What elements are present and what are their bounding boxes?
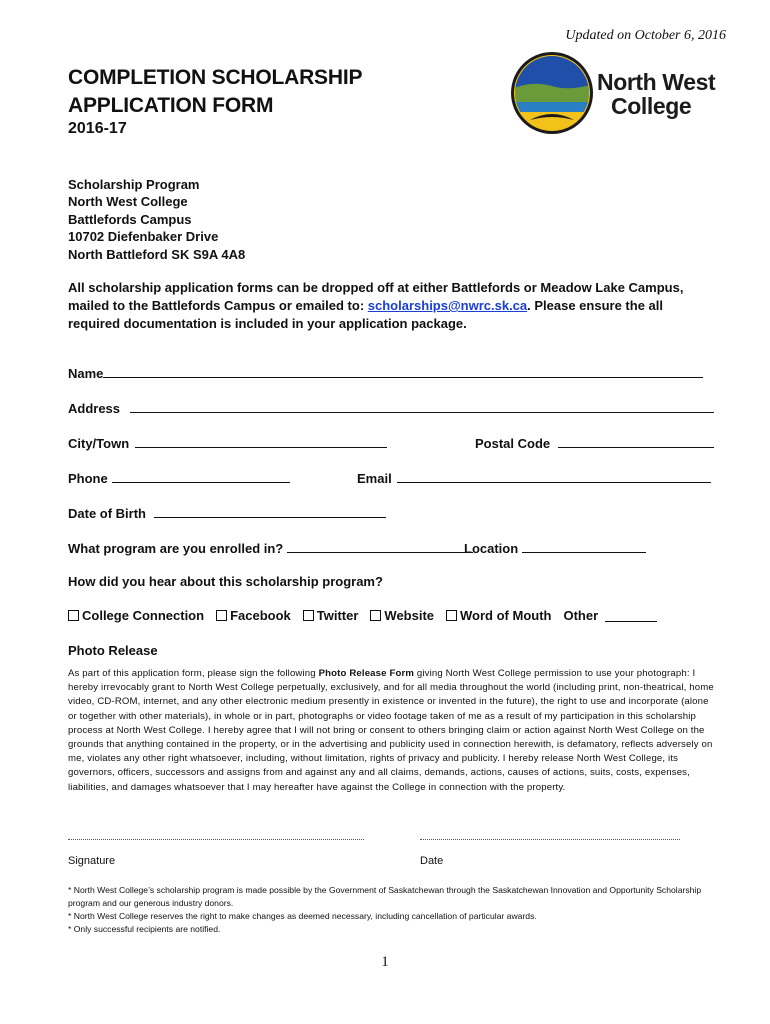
checkbox-icon[interactable] xyxy=(216,610,227,621)
updated-date: Updated on October 6, 2016 xyxy=(565,28,726,43)
name-field[interactable] xyxy=(68,366,703,381)
checkbox-icon[interactable] xyxy=(446,610,457,621)
referral-question: How did you hear about this scholarship program? xyxy=(68,574,383,589)
option-label: Facebook xyxy=(230,608,291,623)
submission-instructions xyxy=(68,279,718,333)
location-field[interactable] xyxy=(464,541,646,556)
title-line-1: COMPLETION SCHOLARSHIP xyxy=(68,66,363,89)
location-line[interactable] xyxy=(522,541,646,553)
option-website[interactable] xyxy=(370,608,434,623)
city-label: City/Town xyxy=(68,436,130,451)
name-label: Name xyxy=(68,366,104,381)
signature-line[interactable] xyxy=(68,838,364,840)
checkbox-icon[interactable] xyxy=(370,610,381,621)
location-label: Location xyxy=(464,541,519,556)
address-line-input[interactable] xyxy=(130,401,714,413)
phone-line[interactable] xyxy=(112,471,290,483)
title-line-2: APPLICATION FORM xyxy=(68,94,274,117)
checkbox-icon[interactable] xyxy=(68,610,79,621)
option-label: Twitter xyxy=(316,608,359,623)
email-label: Email xyxy=(357,471,392,486)
address-line: Scholarship Program xyxy=(68,177,200,192)
footnote: * North West College’s scholarship program is made possible by the Government of Saskatchewan through the Saskatchewan Innovation and Opportunity Scholarship program and our generous industry donors. xyxy=(68,885,702,908)
college-logo-emblem-icon xyxy=(510,50,600,138)
city-line[interactable] xyxy=(135,436,387,448)
email-line[interactable] xyxy=(397,471,711,483)
postal-code-label: Postal Code xyxy=(475,436,551,451)
city-field[interactable] xyxy=(68,436,387,451)
checkbox-icon[interactable] xyxy=(303,610,314,621)
address-line: Battlefords Campus xyxy=(68,211,192,227)
instructions-text: All scholarship application forms can be dropped off at either Battlefords or Meadow Lake Campus, mailed to the Battlefords Campus or emailed to: xyxy=(68,280,684,313)
scholarship-email-link[interactable]: scholarships@nwrc.sk.ca xyxy=(367,298,528,313)
email-field[interactable] xyxy=(357,471,711,486)
date-line[interactable] xyxy=(420,838,680,840)
release-text-body: giving North West College permission to use your photograph: I hereby irrevocably grant to North West College perpetually, exclusively, and for all media throughout the world (including print, non-theatrical, home video, CD-ROM, internet, and any other electronic medium presently in existence or invented in the future), the right to use and incorporate (alone or together with other materials), in whole or in part, photographs or video footage taken of me as a result of my participation in this scholarship process at North West College. I hereby agree that I will not bring or consent to others bringing claim or action against North West College on the grounds that anything contained in the property, or in the advertising and publicity used in connection herewith, is defamatory, reflects adversely on me, violates any other right whatsoever, including, without limitation, rights of privacy and publicity. I hereby release North West College, its governors, officers, successors and assigns from and against any and all claims, demands, actions, causes of actions, suits, costs, expenses, liabilities, and damages whatsoever that I may hereafter have against the College in connection with the property. xyxy=(68,668,714,793)
date-label: Date xyxy=(420,855,444,867)
address-line: 10702 Diefenbaker Drive xyxy=(68,229,219,245)
option-label: College Connection xyxy=(82,608,205,623)
release-form-name: Photo Release Form xyxy=(318,668,415,679)
logo-text-line-1: North West xyxy=(597,69,716,95)
name-line[interactable] xyxy=(103,366,703,378)
release-text: As part of this application form, please sign the following xyxy=(68,668,319,679)
option-label: Other xyxy=(563,608,599,623)
instructions-text-end: . Please ensure the all required documentation is included in your application package. xyxy=(68,298,663,331)
page-title xyxy=(68,64,362,120)
academic-year: 2016-17 xyxy=(68,120,127,137)
mailing-address xyxy=(68,176,245,263)
program-field[interactable] xyxy=(68,541,473,556)
option-word-of-mouth[interactable] xyxy=(446,608,551,623)
date-of-birth-line[interactable] xyxy=(154,506,386,518)
photo-release-text xyxy=(68,667,718,795)
address-line: North Battleford SK S9A 4A8 xyxy=(68,246,246,262)
option-twitter[interactable] xyxy=(303,608,359,623)
referral-options xyxy=(68,608,657,623)
phone-label: Phone xyxy=(68,471,108,486)
postal-code-line[interactable] xyxy=(558,436,714,448)
option-other[interactable] xyxy=(563,608,657,623)
footnote: * Only successful recipients are notified. xyxy=(68,924,221,934)
signature-label: Signature xyxy=(68,855,116,867)
address-field[interactable] xyxy=(68,401,714,416)
option-facebook[interactable] xyxy=(216,608,291,623)
logo-text-line-2: College xyxy=(611,93,692,119)
address-label: Address xyxy=(68,401,121,416)
footnote: * North West College reserves the right to make changes as deemed necessary, including cancellation of particular awards. xyxy=(68,911,537,921)
option-college-connection[interactable] xyxy=(68,608,204,623)
program-label: What program are you enrolled in? xyxy=(68,541,284,556)
date-of-birth-field[interactable] xyxy=(68,506,386,521)
other-line[interactable] xyxy=(605,610,657,622)
page-number: 1 xyxy=(381,954,389,970)
address-line: North West College xyxy=(68,194,188,210)
college-logo-text xyxy=(597,70,715,118)
option-label: Word of Mouth xyxy=(460,608,552,623)
phone-field[interactable] xyxy=(68,471,290,486)
option-label: Website xyxy=(384,608,435,623)
footnotes xyxy=(68,884,718,936)
postal-code-field[interactable] xyxy=(475,436,714,451)
date-of-birth-label: Date of Birth xyxy=(68,506,146,521)
program-line[interactable] xyxy=(287,541,473,553)
photo-release-heading: Photo Release xyxy=(68,643,158,658)
